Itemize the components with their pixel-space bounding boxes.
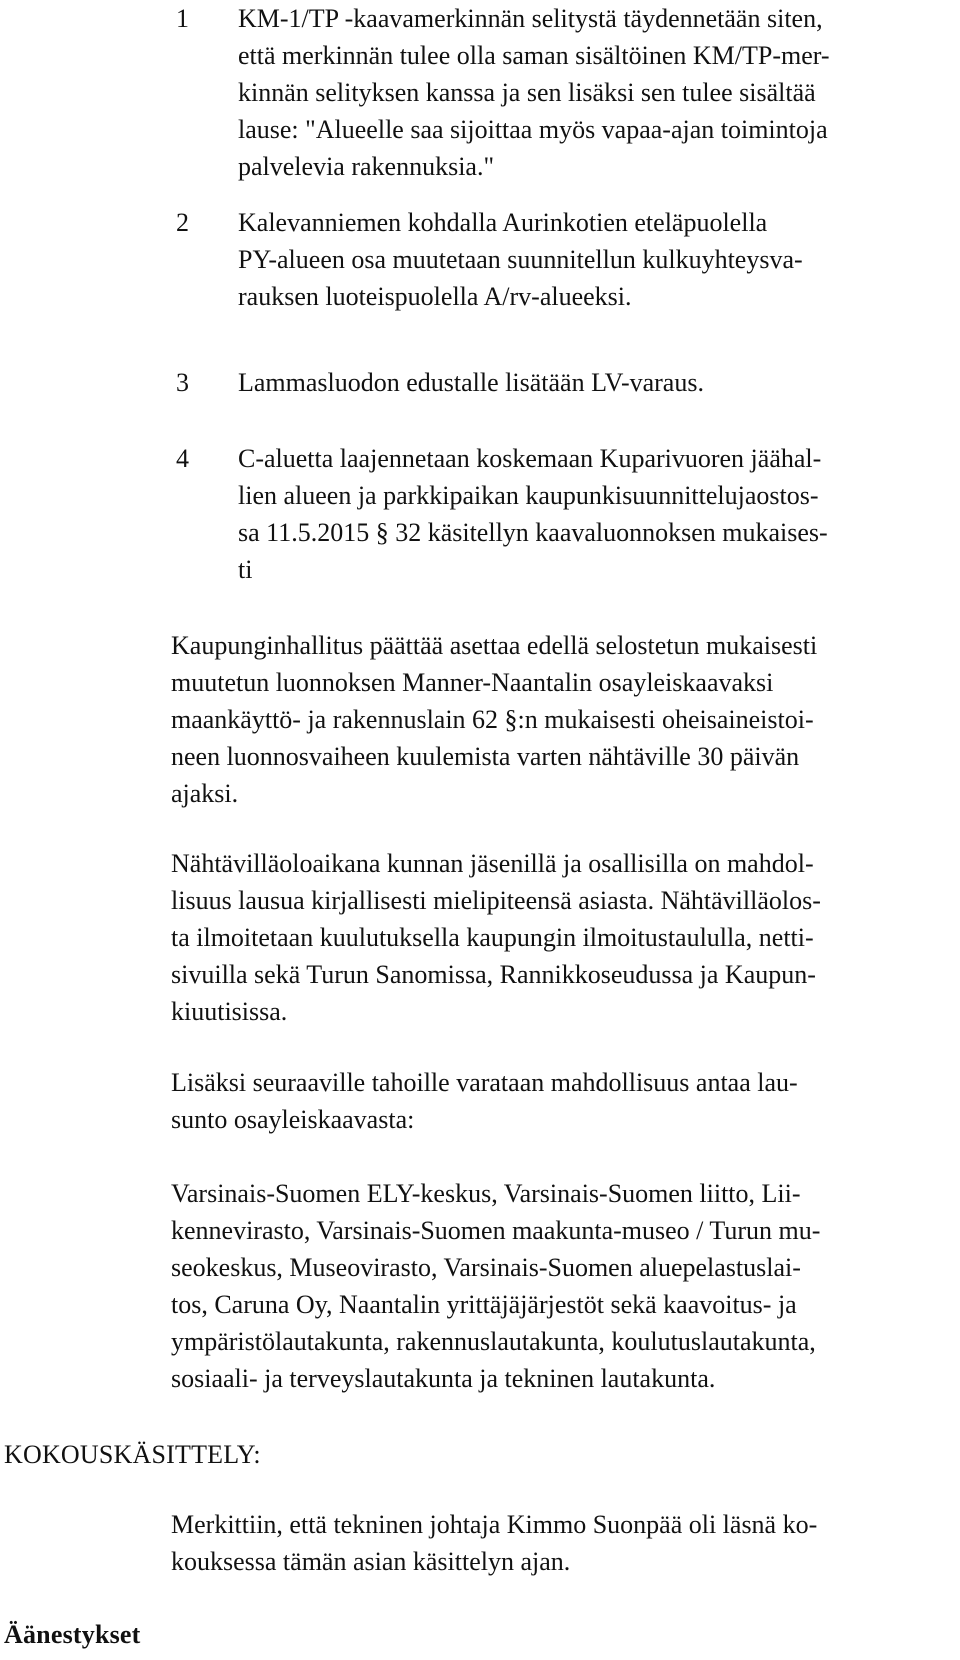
text-line: sa 11.5.2015 § 32 käsitellyn kaavaluonnoksen mukaises-	[238, 518, 828, 547]
list-item-text	[238, 204, 938, 315]
text-line: lause: "Alueelle saa sijoittaa myös vapaa-ajan toimintoja	[238, 115, 828, 144]
text-line: lisuus lausua kirjallisesti mielipiteensä asiasta. Nähtävilläolos-	[171, 886, 821, 915]
text-line: ti	[238, 555, 253, 584]
recipients-paragraph	[171, 1175, 946, 1397]
text-line: tos, Caruna Oy, Naantalin yrittäjäjärjestöt sekä kaavoitus- ja	[171, 1290, 797, 1319]
text-line: neen luonnosvaiheen kuulemista varten nähtäville 30 päivän	[171, 742, 800, 771]
list-item-number: 4	[176, 444, 189, 473]
list-item-text	[238, 0, 938, 185]
text-line: palvelevia rakennuksia."	[238, 152, 495, 181]
text-line: lien alueen ja parkkipaikan kaupunkisuunnittelujaostos-	[238, 481, 819, 510]
list-item-number: 3	[176, 368, 189, 397]
text-line: sosiaali- ja terveyslautakunta ja tekninen lautakunta.	[171, 1364, 716, 1393]
text-line: Kaupunginhallitus päättää asettaa edellä selostetun mukaisesti	[171, 631, 818, 660]
text-line: sunto osayleiskaavasta:	[171, 1105, 415, 1134]
text-line: Kalevanniemen kohdalla Aurinkotien eteläpuolella	[238, 208, 768, 237]
text-line: kouksessa tämän asian käsittelyn ajan.	[171, 1547, 571, 1576]
text-line: maankäyttö- ja rakennuslain 62 §:n mukaisesti oheisaineistoi-	[171, 705, 814, 734]
text-line: ta ilmoitetaan kuulutuksella kaupungin ilmoitustaululla, netti-	[171, 923, 814, 952]
text-line: Varsinais-Suomen ELY-keskus, Varsinais-Suomen liitto, Lii-	[171, 1179, 801, 1208]
text-line: seokeskus, Museovirasto, Varsinais-Suomen aluepelastuslai-	[171, 1253, 801, 1282]
text-line: että merkinnän tulee olla saman sisältöinen KM/TP-mer-	[238, 41, 830, 70]
text-line: sivuilla sekä Turun Sanomissa, Rannikkoseudussa ja Kaupun-	[171, 960, 816, 989]
text-line: kennevirasto, Varsinais-Suomen maakunta-museo / Turun mu-	[171, 1216, 821, 1245]
decision-paragraph	[171, 627, 946, 812]
text-line: ympäristölautakunta, rakennuslautakunta, koulutuslautakunta,	[171, 1327, 816, 1356]
text-line: Nähtävilläoloaikana kunnan jäsenillä ja osallisilla on mahdol-	[171, 849, 814, 878]
meeting-handling-heading: KOKOUSKÄSITTELY:	[4, 1440, 261, 1469]
statement-request-paragraph	[171, 1064, 946, 1138]
text-line: KM-1/TP -kaavamerkinnän selitystä täydennetään siten,	[238, 4, 823, 33]
votes-heading: Äänestykset	[4, 1620, 141, 1649]
text-line: Lammasluodon edustalle lisätään LV-varaus.	[238, 368, 704, 397]
list-item-number: 2	[176, 208, 189, 237]
text-line: PY-alueen osa muutetaan suunnitellun kulkuyhteysva-	[238, 245, 803, 274]
text-line: kiuutisissa.	[171, 997, 288, 1026]
meeting-note-paragraph	[171, 1506, 946, 1580]
list-item-number: 1	[176, 4, 189, 33]
text-line: Merkittiin, että tekninen johtaja Kimmo Suonpää oli läsnä ko-	[171, 1510, 818, 1539]
text-line: rauksen luoteispuolella A/rv-alueeksi.	[238, 282, 632, 311]
text-line: Lisäksi seuraaville tahoille varataan mahdollisuus antaa lau-	[171, 1068, 798, 1097]
list-item-text	[238, 364, 938, 401]
display-period-paragraph	[171, 845, 946, 1030]
text-line: C-aluetta laajennetaan koskemaan Kuparivuoren jäähal-	[238, 444, 822, 473]
list-item-text	[238, 440, 938, 588]
text-line: ajaksi.	[171, 779, 239, 808]
text-line: muutetun luonnoksen Manner-Naantalin osayleiskaavaksi	[171, 668, 774, 697]
text-line: kinnän selityksen kanssa ja sen lisäksi sen tulee sisältää	[238, 78, 816, 107]
